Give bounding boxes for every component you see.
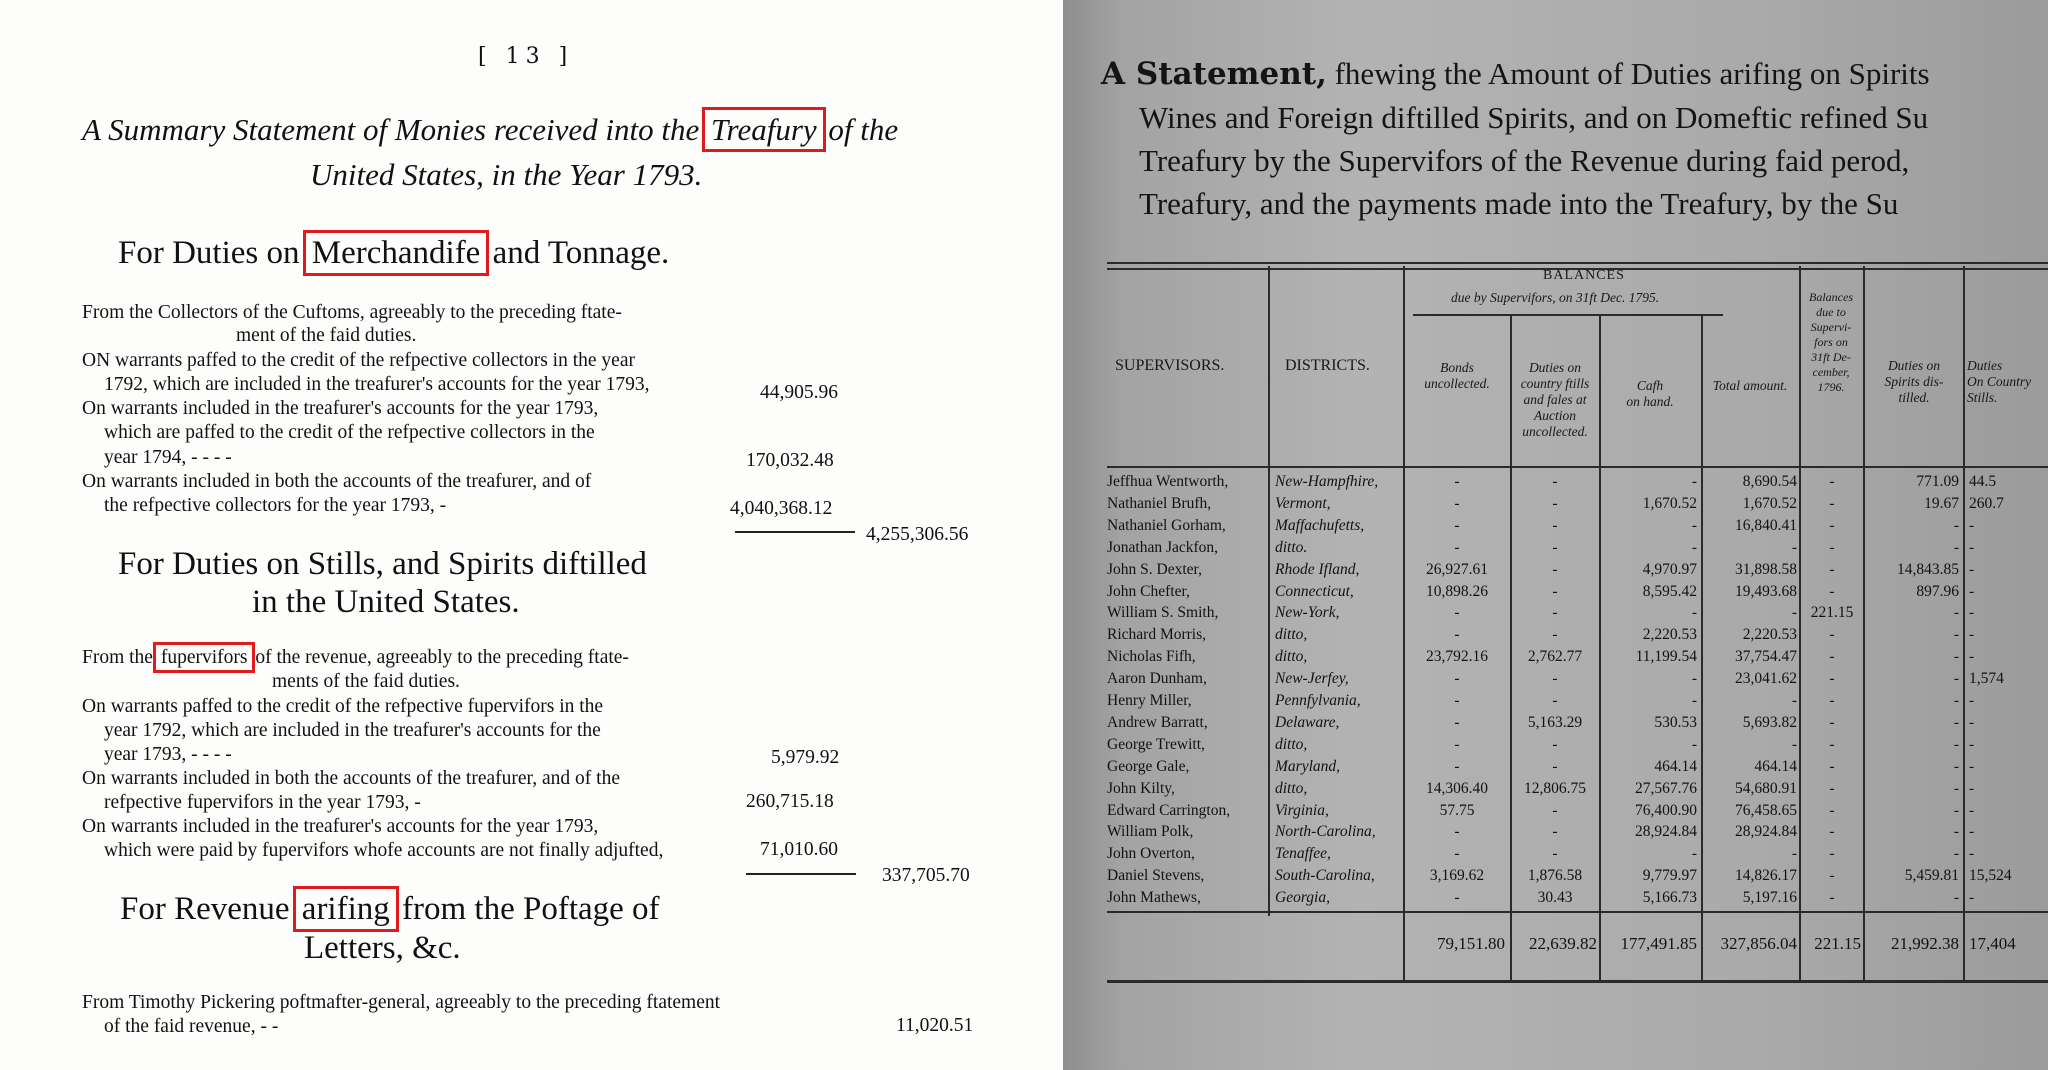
cell-amount: - xyxy=(1691,845,1697,863)
text-line: the refpective collectors for the year 1793, - xyxy=(104,495,447,516)
cell-supervisor: Richard Morris, xyxy=(1107,626,1207,644)
cell-amount: 28,924.84 xyxy=(1735,823,1797,841)
title-text-1: A Summary Statement of Monies received into the xyxy=(82,112,700,147)
cell-district: Delaware, xyxy=(1275,713,1340,731)
column-rule xyxy=(1268,266,1270,916)
cell-amount: 30.43 xyxy=(1537,889,1573,907)
header-line: Cafh xyxy=(1636,378,1664,393)
section-heading-stills: For Duties on Stills, and Spirits diftilled xyxy=(118,546,647,582)
cell-supervisor: Daniel Stevens, xyxy=(1107,867,1205,885)
header-line: due to xyxy=(1816,305,1846,319)
cell-amount: 14,306.40 xyxy=(1426,779,1488,797)
cell-amount: 530.53 xyxy=(1654,713,1697,731)
cell-amount: - xyxy=(1829,626,1835,644)
cell-amount: 28,924.84 xyxy=(1635,823,1697,841)
cell-amount: - xyxy=(1829,582,1835,600)
highlight-supervisors: fupervifors xyxy=(158,647,251,668)
section-heading-stills-line2: in the United States. xyxy=(252,584,520,620)
cell-amount: - xyxy=(1969,604,1975,622)
cell-amount: 897.96 xyxy=(1916,582,1959,600)
cell-amount: - xyxy=(1552,692,1558,709)
cell-supervisor: William S. Smith, xyxy=(1107,604,1219,622)
cell-amount: - xyxy=(1953,516,1959,534)
header-line: Stills. xyxy=(1967,390,1998,405)
cell-amount: - xyxy=(1552,845,1558,863)
cell-amount: - xyxy=(1829,473,1835,490)
cell-amount: 9,779.97 xyxy=(1642,867,1697,885)
cell-amount: - xyxy=(1953,735,1959,753)
cell-amount: 5,163.29 xyxy=(1527,713,1583,731)
heading-text: from the Poftage of xyxy=(402,891,660,927)
header-line: on hand. xyxy=(1626,394,1674,409)
highlight-arising: arifing xyxy=(298,891,394,927)
cell-district: Virginia, xyxy=(1275,801,1329,819)
cell-district: Connecticut, xyxy=(1275,582,1354,600)
header-line: 1796. xyxy=(1817,380,1845,394)
cell-district: Tenaffee, xyxy=(1275,845,1331,863)
cell-supervisor: Jeffhua Wentworth, xyxy=(1107,473,1229,490)
cell-amount: - xyxy=(1829,538,1835,556)
cell-amount: - xyxy=(1552,582,1558,600)
cell-amount: 2,220.53 xyxy=(1642,626,1697,644)
cell-amount: - xyxy=(1791,604,1797,622)
cell-amount: - xyxy=(1454,692,1460,709)
cell-amount: 11,199.54 xyxy=(1635,648,1697,666)
cell-supervisor: John Kilty, xyxy=(1107,779,1175,797)
cell-amount: - xyxy=(1829,779,1835,797)
right-page xyxy=(1063,0,2048,1070)
cell-amount: - xyxy=(1969,516,1975,534)
header-duties-country xyxy=(1513,360,1597,440)
cell-amount: 23,792.16 xyxy=(1426,648,1488,666)
cell-district: ditto, xyxy=(1275,648,1308,666)
text-line xyxy=(82,646,629,669)
table-top-rule xyxy=(1107,262,2048,264)
cell-amount: - xyxy=(1829,823,1835,841)
header-balances: BALANCES xyxy=(1543,268,1625,283)
cell-supervisor: John S. Dexter, xyxy=(1107,560,1202,578)
amount: 4,040,368.12 xyxy=(730,498,833,519)
text-line: On warrants included in the treafurer's accounts for the year 1793, xyxy=(82,398,599,419)
cell-amount: - xyxy=(1829,516,1835,534)
balances-rule xyxy=(1413,314,1723,316)
total-cell: 221.15 xyxy=(1814,934,1861,953)
cell-amount: - xyxy=(1552,538,1558,556)
cell-amount: - xyxy=(1691,604,1697,622)
cell-supervisor: Andrew Barratt, xyxy=(1107,713,1208,731)
cell-amount: 5,693.82 xyxy=(1742,713,1797,731)
cell-amount: - xyxy=(1454,889,1460,907)
cell-amount: - xyxy=(1969,692,1975,709)
total-cell: 327,856.04 xyxy=(1720,934,1797,953)
cell-district: New-Hampfhire, xyxy=(1275,473,1379,490)
text-line: On warrants paffed to the credit of the refpective fupervifors in the xyxy=(82,696,604,717)
header-bonds xyxy=(1409,360,1505,392)
text-line: From Timothy Pickering poftmafter-general, agreeably to the preceding ftatement xyxy=(82,992,721,1013)
header-line: Spirits dis- xyxy=(1884,374,1944,389)
text-line: year 1794, - - - - xyxy=(104,447,232,468)
page-number: [ 13 ] xyxy=(478,44,574,69)
cell-amount: 27,567.76 xyxy=(1635,779,1697,797)
cell-amount: - xyxy=(1552,735,1558,753)
cell-amount: - xyxy=(1829,692,1835,709)
cell-amount: 10,898.26 xyxy=(1426,582,1488,600)
total-cell: 79,151.80 xyxy=(1437,934,1505,953)
cell-amount: 57.75 xyxy=(1439,801,1475,819)
cell-amount: - xyxy=(1791,538,1797,556)
text-line: From the Collectors of the Cuftoms, agreeably to the preceding ftate- xyxy=(82,302,622,323)
page-title-line2: United States, in the Year 1793. xyxy=(310,157,703,192)
cell-district: ditto, xyxy=(1275,626,1308,644)
cell-amount: - xyxy=(1829,560,1835,578)
cell-amount: - xyxy=(1552,560,1558,578)
amount: 44,905.96 xyxy=(760,382,838,403)
cell-amount: - xyxy=(1829,735,1835,753)
cell-amount: 8,595.42 xyxy=(1642,582,1697,600)
cell-amount: - xyxy=(1454,757,1460,775)
header-line: Duties on xyxy=(1887,358,1941,373)
cell-amount: - xyxy=(1829,713,1835,731)
cell-amount: 464.14 xyxy=(1754,757,1797,775)
page-title xyxy=(82,112,898,148)
cell-amount: 8,690.54 xyxy=(1742,473,1797,490)
cell-amount: - xyxy=(1552,801,1558,819)
cell-amount: - xyxy=(1953,823,1959,841)
highlight-merchandise: Merchandife xyxy=(308,235,485,271)
header-balances-sub: due by Supervifors, on 31ft Dec. 1795. xyxy=(1451,290,1660,305)
cell-supervisor: George Gale, xyxy=(1107,757,1190,775)
cell-amount: - xyxy=(1829,670,1835,688)
section-total: 337,705.70 xyxy=(882,865,970,886)
cell-amount: - xyxy=(1969,626,1975,644)
cell-amount: - xyxy=(1969,560,1975,578)
heading-text: For Revenue xyxy=(120,891,290,927)
cell-supervisor: Henry Miller, xyxy=(1107,692,1192,709)
cell-district: ditto, xyxy=(1275,735,1308,753)
cell-district: ditto. xyxy=(1275,538,1308,556)
cell-amount: 76,400.90 xyxy=(1635,801,1697,819)
column-rule xyxy=(1963,266,1965,981)
cell-amount: 2,220.53 xyxy=(1742,626,1797,644)
cell-amount: - xyxy=(1953,889,1959,907)
cell-amount: - xyxy=(1454,845,1460,863)
cell-amount: 771.09 xyxy=(1916,473,1959,490)
cell-amount: - xyxy=(1829,845,1835,863)
cell-supervisor: Nathaniel Gorham, xyxy=(1107,516,1226,534)
title-text-2: of the xyxy=(828,112,899,147)
cell-district: Georgia, xyxy=(1275,889,1330,907)
header-line: Duties on xyxy=(1528,360,1582,375)
cell-amount: 1,670.52 xyxy=(1742,494,1797,512)
cell-amount: - xyxy=(1552,494,1558,512)
cell-amount: - xyxy=(1454,670,1460,688)
cell-amount: - xyxy=(1953,626,1959,644)
cell-amount: - xyxy=(1969,648,1975,666)
header-line: uncollected. xyxy=(1424,376,1490,391)
cell-amount: - xyxy=(1454,473,1460,490)
header-line: Balances xyxy=(1809,290,1853,304)
table-bottom-rule xyxy=(1107,980,2048,983)
cell-amount: 1,574 xyxy=(1969,670,2004,688)
cell-amount: - xyxy=(1953,779,1959,797)
cell-amount: - xyxy=(1691,538,1697,556)
cell-district: Maffachufetts, xyxy=(1275,516,1365,534)
cell-amount: 1,876.58 xyxy=(1527,867,1583,885)
cell-amount: - xyxy=(1969,823,1975,841)
cell-amount: - xyxy=(1829,867,1835,885)
amount: 170,032.48 xyxy=(746,450,834,471)
cell-amount: - xyxy=(1969,779,1975,797)
amount: 5,979.92 xyxy=(771,747,840,768)
cell-amount: 260.7 xyxy=(1969,494,2004,512)
text-line: year 1793, - - - - xyxy=(104,744,232,765)
header-total-amount: Total amount. xyxy=(1712,378,1788,393)
cell-amount: - xyxy=(1953,604,1959,622)
cell-supervisor: Edward Carrington, xyxy=(1107,801,1231,819)
cell-amount: - xyxy=(1829,889,1835,907)
cell-amount: - xyxy=(1454,735,1460,753)
header-bottom-rule xyxy=(1107,466,2048,468)
cell-amount: - xyxy=(1454,516,1460,534)
cell-amount: - xyxy=(1454,604,1460,622)
cell-amount: - xyxy=(1969,582,1975,600)
text-span: From the xyxy=(82,647,153,668)
column-rule xyxy=(1863,266,1865,981)
text-line: ON warrants paffed to the credit of the refpective collectors in the year xyxy=(82,350,635,371)
cell-amount: 12,806.75 xyxy=(1524,779,1586,797)
cell-amount: - xyxy=(1969,889,1975,907)
cell-amount: - xyxy=(1969,845,1975,863)
text-line: refpective fupervifors in the year 1793, - xyxy=(104,792,421,813)
cell-amount: - xyxy=(1969,735,1975,753)
cell-amount: - xyxy=(1829,648,1835,666)
cell-amount: - xyxy=(1691,516,1697,534)
cell-amount: 15,524 xyxy=(1969,867,2012,885)
cell-amount: 1,670.52 xyxy=(1642,494,1697,512)
highlight-treasury: Treafury xyxy=(707,112,821,147)
cell-amount: - xyxy=(1953,670,1959,688)
cell-amount: - xyxy=(1969,801,1975,819)
header-line: cember, xyxy=(1812,365,1850,379)
amount: 11,020.51 xyxy=(896,1015,974,1036)
heading-text: For Duties on xyxy=(118,235,300,271)
cell-amount: - xyxy=(1552,670,1558,688)
header-line: 31ft De- xyxy=(1811,350,1851,364)
header-line: tilled. xyxy=(1898,390,1930,405)
cell-amount: - xyxy=(1552,604,1558,622)
header-supervisors: SUPERVISORS. xyxy=(1115,357,1225,374)
cell-district: ditto, xyxy=(1275,779,1308,797)
column-rule xyxy=(1599,314,1601,981)
header-duties-stills xyxy=(1967,358,2047,406)
cell-amount: 5,197.16 xyxy=(1742,889,1797,907)
cell-amount: 221.15 xyxy=(1810,604,1854,622)
cell-amount: - xyxy=(1691,670,1697,688)
header-duties-spirits xyxy=(1867,358,1961,406)
body-bottom-rule xyxy=(1107,911,2048,913)
text-line: 1792, which are included in the treafurer's accounts for the year 1793, xyxy=(104,374,650,395)
sum-rule xyxy=(735,531,855,533)
cell-amount: - xyxy=(1552,516,1558,534)
amount: 260,715.18 xyxy=(746,791,834,812)
cell-supervisor: John Mathews, xyxy=(1107,889,1201,907)
cell-amount: 19,493.68 xyxy=(1735,582,1797,600)
cell-amount: - xyxy=(1791,735,1797,753)
title-text: fhewing the Amount of Duties arifing on Spirits xyxy=(1326,56,1930,91)
cell-district: Vermont, xyxy=(1275,494,1331,512)
text-line: ments of the faid duties. xyxy=(272,671,460,692)
header-balances-due xyxy=(1801,290,1861,395)
cell-amount: - xyxy=(1969,713,1975,731)
section-heading-postage xyxy=(120,891,660,928)
heading-text: and Tonnage. xyxy=(492,235,670,271)
cell-amount: - xyxy=(1552,626,1558,644)
text-line: On warrants included in the treafurer's accounts for the year 1793, xyxy=(82,816,599,837)
header-line: On Country xyxy=(1967,374,2032,389)
total-cell: 22,639.82 xyxy=(1529,934,1597,953)
cell-amount: - xyxy=(1969,757,1975,775)
sum-rule xyxy=(746,873,856,875)
header-line: Supervi- xyxy=(1810,320,1852,334)
cell-amount: - xyxy=(1953,757,1959,775)
total-cell: 177,491.85 xyxy=(1620,934,1697,953)
cell-district: North-Carolina, xyxy=(1275,823,1376,841)
cell-amount: 3,169.62 xyxy=(1429,867,1485,885)
cell-amount: 464.14 xyxy=(1654,757,1697,775)
cell-amount: 5,166.73 xyxy=(1642,889,1697,907)
cell-amount: 31,898.58 xyxy=(1735,560,1797,578)
cell-amount: - xyxy=(1552,757,1558,775)
total-cell: 17,404 xyxy=(1969,934,2016,953)
cell-amount: - xyxy=(1829,757,1835,775)
cell-amount: 4,970.97 xyxy=(1642,560,1697,578)
cell-amount: 14,843.85 xyxy=(1897,560,1959,578)
cell-amount: 16,840.41 xyxy=(1735,516,1797,534)
header-line: Bonds xyxy=(1440,360,1474,375)
header-line: uncollected. xyxy=(1522,424,1588,439)
total-cell: 21,992.38 xyxy=(1891,934,1959,953)
cell-district: New-York, xyxy=(1275,604,1340,622)
cell-supervisor: George Trewitt, xyxy=(1107,735,1205,753)
text-line: On warrants included in both the accounts of the treafurer, and of the xyxy=(82,768,620,789)
cell-amount: - xyxy=(1454,713,1460,731)
cell-amount: - xyxy=(1691,692,1697,709)
text-line: year 1792, which are included in the treafurer's accounts for the xyxy=(104,720,601,741)
cell-amount: 23,041.62 xyxy=(1735,670,1797,688)
text-line: ment of the faid duties. xyxy=(236,325,417,346)
cell-district: New-Jerfey, xyxy=(1275,670,1349,688)
cell-amount: 54,680.91 xyxy=(1735,779,1797,797)
amount: 71,010.60 xyxy=(760,839,838,860)
cell-amount: 5,459.81 xyxy=(1904,867,1959,885)
statement-title-line: Treafury by the Supervifors of the Revenue during faid perod, xyxy=(1139,143,1910,178)
cell-amount: - xyxy=(1454,538,1460,556)
cell-district: Pennfylvania, xyxy=(1275,692,1361,709)
cell-amount: - xyxy=(1552,473,1558,490)
cell-amount: - xyxy=(1791,692,1797,709)
cell-amount: - xyxy=(1953,692,1959,709)
header-districts: DISTRICTS. xyxy=(1285,357,1370,374)
cell-amount: - xyxy=(1953,648,1959,666)
cell-amount: - xyxy=(1953,713,1959,731)
cell-supervisor: Nathaniel Brufh, xyxy=(1107,494,1212,512)
cell-supervisor: Aaron Dunham, xyxy=(1107,670,1207,688)
header-line: Auction xyxy=(1534,408,1576,423)
cell-amount: 44.5 xyxy=(1969,473,1997,490)
text-span: of the revenue, agreeably to the preceding ftate- xyxy=(255,647,629,668)
statement-title-line: Treafury, and the payments made into the Treafury, by the Su xyxy=(1139,186,1899,221)
statement-title-line: Wines and Foreign diftilled Spirits, and on Domeftic refined Su xyxy=(1139,100,1929,135)
cell-amount: - xyxy=(1454,626,1460,644)
cell-amount: - xyxy=(1454,494,1460,512)
cell-amount: 14,826.17 xyxy=(1735,867,1797,885)
header-line: country ftills xyxy=(1520,376,1590,391)
header-line: and fales at xyxy=(1523,392,1587,407)
cell-district: South-Carolina, xyxy=(1275,867,1375,885)
section-heading-merchandise xyxy=(118,235,669,272)
cell-district: Rhode Ifland, xyxy=(1275,560,1360,578)
cell-amount: - xyxy=(1791,845,1797,863)
cell-amount: - xyxy=(1953,801,1959,819)
section-total: 4,255,306.56 xyxy=(866,524,969,545)
cell-district: Maryland, xyxy=(1275,757,1341,775)
cell-amount: 19.67 xyxy=(1924,494,1959,512)
statement-lead: A Statement, xyxy=(1101,56,1327,92)
column-rule xyxy=(1510,314,1512,981)
cell-supervisor: Jonathan Jackfon, xyxy=(1107,538,1219,556)
text-line: which were paid by fupervifors whofe accounts are not finally adjufted, xyxy=(104,840,664,861)
cell-amount: - xyxy=(1691,735,1697,753)
header-line: fors on xyxy=(1814,335,1848,349)
cell-supervisor: Nicholas Fifh, xyxy=(1107,648,1196,666)
cell-amount: - xyxy=(1691,473,1697,490)
cell-amount: 2,762.77 xyxy=(1527,648,1583,666)
cell-amount: 37,754.47 xyxy=(1735,648,1797,666)
header-line: Duties xyxy=(1967,358,2003,373)
column-rule xyxy=(1403,266,1405,981)
section-heading-postage-line2: Letters, &c. xyxy=(304,930,461,966)
cell-amount: - xyxy=(1829,494,1835,512)
cell-amount: - xyxy=(1829,801,1835,819)
cell-amount: - xyxy=(1552,823,1558,841)
cell-amount: 76,458.65 xyxy=(1735,801,1797,819)
cell-amount: - xyxy=(1953,845,1959,863)
cell-supervisor: William Polk, xyxy=(1107,823,1194,841)
statement-title-line xyxy=(1101,56,1930,92)
cell-supervisor: John Chefter, xyxy=(1107,582,1190,600)
cell-amount: - xyxy=(1969,538,1975,556)
cell-amount: - xyxy=(1454,823,1460,841)
cell-amount: - xyxy=(1953,538,1959,556)
header-cash xyxy=(1603,378,1697,410)
cell-amount: 26,927.61 xyxy=(1426,560,1488,578)
cell-supervisor: John Overton, xyxy=(1107,845,1195,863)
text-line: of the faid revenue, - - xyxy=(104,1016,279,1037)
text-line: which are paffed to the credit of the refpective collectors in the xyxy=(104,422,595,443)
text-line: On warrants included in both the accounts of the treafurer, and of xyxy=(82,471,592,492)
